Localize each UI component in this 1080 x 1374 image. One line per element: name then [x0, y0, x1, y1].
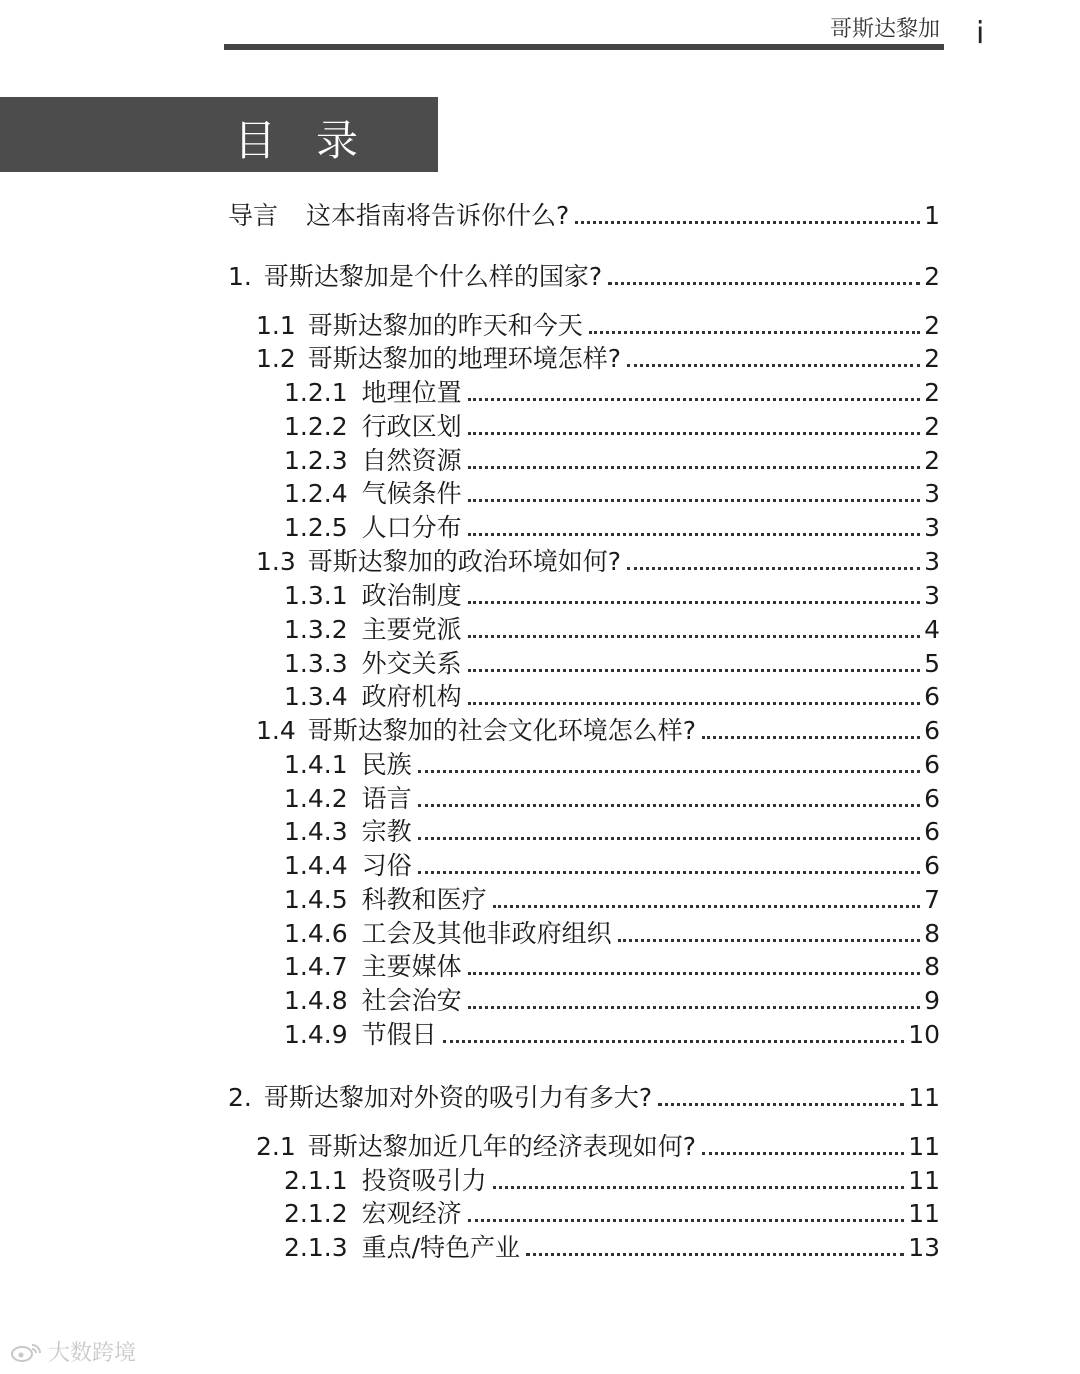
leader-dots — [468, 398, 920, 401]
toc-page: 8 — [924, 952, 940, 981]
toc-number: 1.2.4 — [284, 479, 348, 508]
leader-dots — [468, 702, 920, 705]
toc-page: 2 — [924, 412, 940, 441]
toc-entry[interactable] — [228, 257, 940, 293]
page-title: 目录 — [234, 116, 399, 165]
toc-page: 2 — [924, 378, 940, 407]
toc-title: 民族 — [361, 750, 412, 779]
toc-title: 哥斯达黎加的社会文化环境怎么样? — [307, 716, 697, 745]
toc-number: 2. — [228, 1083, 252, 1112]
toc-entry[interactable] — [284, 1015, 940, 1051]
toc-entry[interactable] — [284, 1161, 940, 1197]
toc-title: 哥斯达黎加近几年的经济表现如何? — [307, 1132, 697, 1161]
toc-title: 主要党派 — [361, 615, 462, 644]
header-rule — [224, 44, 944, 50]
leader-dots — [468, 635, 920, 638]
toc-entry[interactable] — [284, 947, 940, 983]
toc-title: 自然资源 — [361, 446, 462, 475]
toc-number: 1.4.2 — [284, 784, 348, 813]
toc-page: 11 — [908, 1166, 940, 1195]
toc-title: 科教和医疗 — [361, 885, 487, 914]
toc-entry[interactable] — [284, 779, 940, 815]
leader-dots — [468, 466, 920, 469]
toc-page: 3 — [924, 479, 940, 508]
leader-dots — [493, 905, 920, 908]
toc-number: 2.1.1 — [284, 1166, 348, 1195]
toc-title: 人口分布 — [361, 513, 462, 542]
toc-title: 宗教 — [361, 817, 412, 846]
toc-entry[interactable] — [256, 339, 940, 375]
toc-title: 行政区划 — [361, 412, 462, 441]
toc-page: 3 — [924, 547, 940, 576]
running-title: 哥斯达黎加 — [829, 17, 940, 42]
toc-entry[interactable] — [228, 196, 940, 232]
leader-dots — [468, 533, 920, 536]
toc-page: 9 — [924, 986, 940, 1015]
toc-page: 11 — [908, 1199, 940, 1228]
leader-dots — [418, 837, 920, 840]
toc-title: 主要媒体 — [361, 952, 462, 981]
leader-dots — [589, 331, 920, 334]
toc-number: 1.4.4 — [284, 851, 348, 880]
toc-page: 11 — [908, 1132, 940, 1161]
toc-number: 1.2.5 — [284, 513, 348, 542]
toc-title: 地理位置 — [361, 378, 462, 407]
toc-number: 2.1.2 — [284, 1199, 348, 1228]
toc-entry[interactable] — [284, 610, 940, 646]
toc-page: 6 — [924, 716, 940, 745]
toc-title: 重点/特色产业 — [361, 1233, 521, 1262]
toc-entry[interactable] — [284, 981, 940, 1017]
toc-number: 1.1 — [256, 311, 296, 340]
toc-page: 5 — [924, 649, 940, 678]
toc-title: 哥斯达黎加的昨天和今天 — [307, 311, 583, 340]
toc-number: 1.4.6 — [284, 919, 348, 948]
leader-dots — [618, 939, 920, 942]
toc-page: 13 — [908, 1233, 940, 1262]
toc-page: 6 — [924, 682, 940, 711]
toc-number: 1.2.1 — [284, 378, 348, 407]
toc-title: 投资吸引力 — [361, 1166, 487, 1195]
leader-dots — [608, 282, 920, 285]
watermark — [10, 1336, 136, 1367]
toc-page: 6 — [924, 750, 940, 779]
toc-title: 社会治安 — [361, 986, 462, 1015]
toc-title: 哥斯达黎加的政治环境如何? — [307, 547, 622, 576]
toc-entry[interactable] — [256, 542, 940, 578]
toc-title: 语言 — [361, 784, 412, 813]
toc-number: 1.3 — [256, 547, 296, 576]
toc-title: 哥斯达黎加的地理环境怎样? — [307, 344, 622, 373]
toc-entry[interactable] — [228, 1078, 940, 1114]
toc-title: 政府机构 — [361, 682, 462, 711]
toc-title: 节假日 — [361, 1020, 437, 1049]
toc-number: 1.4.5 — [284, 885, 348, 914]
toc-number: 1.2.3 — [284, 446, 348, 475]
toc-number: 1.2 — [256, 344, 296, 373]
leader-dots — [418, 804, 920, 807]
weibo-logo-icon — [10, 1341, 44, 1363]
toc-entry[interactable] — [284, 407, 940, 443]
toc-entry[interactable] — [256, 1127, 940, 1163]
toc-page: 3 — [924, 581, 940, 610]
toc-page: 1 — [924, 201, 940, 230]
toc-title: 哥斯达黎加对外资的吸引力有多大? — [263, 1083, 653, 1112]
page-number: i — [976, 16, 985, 51]
toc-number: 1.4.9 — [284, 1020, 348, 1049]
leader-dots — [468, 1219, 905, 1222]
toc-page: 3 — [924, 513, 940, 542]
leader-dots — [443, 1040, 905, 1043]
toc-number: 1.3.3 — [284, 649, 348, 678]
toc-entry[interactable] — [284, 846, 940, 882]
leader-dots — [418, 871, 920, 874]
watermark-text: 大数跨境 — [48, 1341, 137, 1366]
toc-page: 2 — [924, 344, 940, 373]
toc-entry[interactable] — [284, 644, 940, 680]
leader-dots — [468, 432, 920, 435]
toc-page: 11 — [908, 1083, 940, 1112]
toc-entry[interactable] — [256, 711, 940, 747]
leader-dots — [468, 499, 920, 502]
leader-dots — [468, 972, 920, 975]
leader-dots — [468, 601, 920, 604]
leader-dots — [627, 567, 920, 570]
toc-entry[interactable] — [284, 373, 940, 409]
leader-dots — [493, 1186, 905, 1189]
toc-number: 1.3.2 — [284, 615, 348, 644]
toc-entry[interactable] — [284, 745, 940, 781]
leader-dots — [702, 736, 920, 739]
toc-number: 导言 — [228, 201, 279, 230]
leader-dots — [658, 1103, 904, 1106]
toc-title: 工会及其他非政府组织 — [361, 919, 612, 948]
toc-number: 2.1.3 — [284, 1233, 348, 1262]
leader-dots — [468, 1006, 920, 1009]
toc-number: 1.4.3 — [284, 817, 348, 846]
toc-title: 哥斯达黎加是个什么样的国家? — [263, 262, 603, 291]
toc-number: 2.1 — [256, 1132, 296, 1161]
toc-page: 6 — [924, 851, 940, 880]
toc-page: 7 — [924, 885, 940, 914]
toc-entry[interactable] — [284, 576, 940, 612]
toc-title: 习俗 — [361, 851, 412, 880]
toc-number: 1.3.1 — [284, 581, 348, 610]
toc-number: 1.3.4 — [284, 682, 348, 711]
toc-number: 1.4.7 — [284, 952, 348, 981]
toc-page: 4 — [924, 615, 940, 644]
toc-number: 1.4.1 — [284, 750, 348, 779]
toc-entry[interactable] — [284, 914, 940, 950]
toc-number: 1.4 — [256, 716, 296, 745]
toc-entry[interactable] — [284, 880, 940, 916]
leader-dots — [526, 1253, 904, 1256]
toc-title: 宏观经济 — [361, 1199, 462, 1228]
leader-dots — [575, 221, 920, 224]
toc-page: 6 — [924, 784, 940, 813]
toc-number: 1.2.2 — [284, 412, 348, 441]
toc-number: 1.4.8 — [284, 986, 348, 1015]
toc-title: 气候条件 — [361, 479, 462, 508]
leader-dots — [627, 364, 920, 367]
toc-entry[interactable] — [284, 812, 940, 848]
leader-dots — [468, 669, 920, 672]
toc-title: 这本指南将告诉你什么? — [306, 201, 570, 230]
toc-entry[interactable] — [284, 677, 940, 713]
toc-page: 2 — [924, 446, 940, 475]
leader-dots — [702, 1152, 904, 1155]
toc-entry[interactable] — [284, 508, 940, 544]
toc-title: 政治制度 — [361, 581, 462, 610]
toc-page: 2 — [924, 311, 940, 340]
toc-entry[interactable] — [284, 1228, 940, 1264]
toc-page: 6 — [924, 817, 940, 846]
leader-dots — [418, 770, 920, 773]
toc-page: 8 — [924, 919, 940, 948]
toc-entry[interactable] — [284, 1194, 940, 1230]
toc-title: 外交关系 — [361, 649, 462, 678]
toc-entry[interactable] — [284, 474, 940, 510]
toc-page: 10 — [908, 1020, 940, 1049]
toc-number: 1. — [228, 262, 252, 291]
toc-page: 2 — [924, 262, 940, 291]
toc-entry[interactable] — [256, 306, 940, 342]
toc-entry[interactable] — [284, 441, 940, 477]
